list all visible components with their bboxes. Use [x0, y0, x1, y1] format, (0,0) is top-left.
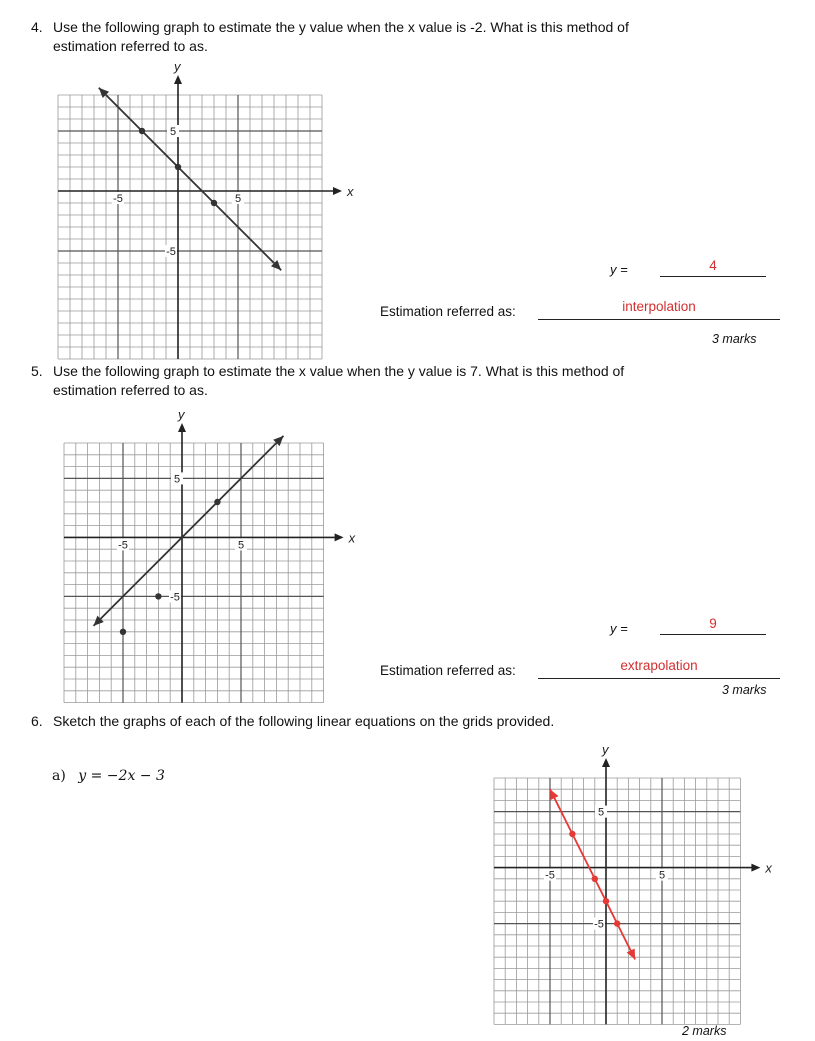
y-axis-label: y	[602, 742, 609, 757]
tick-label-x-pos: 5	[658, 869, 666, 882]
data-point	[592, 876, 598, 882]
series-line	[550, 789, 635, 959]
estimation-answer-line	[538, 658, 780, 679]
tick-label-y-neg: -5	[166, 246, 176, 258]
question-6	[31, 712, 751, 734]
data-point	[214, 499, 220, 505]
part-a	[52, 768, 165, 784]
question-text-line: Use the following graph to estimate the y value when the x value is -2. What is this method of	[53, 19, 629, 35]
tick-label-x-pos: 5	[237, 539, 245, 552]
tick-label-y-pos: 5	[169, 126, 177, 138]
question-text-line: Use the following graph to estimate the x value when the y value is 7. What is this method of	[53, 363, 625, 379]
x-axis-arrow	[751, 864, 760, 872]
data-point	[211, 200, 217, 206]
marks: 3 marks	[712, 332, 757, 346]
data-point	[603, 898, 609, 904]
y-answer-line	[660, 616, 766, 635]
estimation-label: Estimation referred as:	[380, 663, 516, 678]
x-axis-arrow	[333, 187, 342, 195]
data-point	[120, 629, 126, 635]
y-axis-label: y	[178, 407, 185, 422]
estimation-answer-value: interpolation	[622, 299, 696, 314]
data-point	[155, 593, 161, 599]
y-answer-line	[660, 258, 766, 277]
data-point	[569, 831, 575, 837]
question-number: 6.	[31, 713, 43, 729]
part-a-label: a)	[52, 768, 66, 784]
series-line	[94, 436, 284, 626]
data-point	[175, 164, 181, 170]
question-4	[31, 18, 731, 58]
question-number: 5.	[31, 363, 43, 379]
tick-label-x-neg: -5	[545, 869, 555, 882]
question-text-line: estimation referred to as.	[53, 382, 208, 398]
estimation-answer-value: extrapolation	[620, 658, 698, 673]
y-axis-arrow	[602, 758, 610, 767]
question-text	[53, 362, 713, 400]
question-text	[53, 18, 713, 56]
tick-label-x-neg: -5	[118, 539, 128, 552]
y-axis-arrow	[178, 423, 186, 432]
tick-label-x-pos: 5	[234, 193, 242, 205]
question-5	[31, 362, 731, 402]
marks: 3 marks	[722, 683, 767, 697]
tick-label-y-neg: -5	[594, 918, 604, 931]
question-number: 4.	[31, 19, 43, 35]
question-text: Sketch the graphs of each of the following linear equations on the grids provided.	[53, 713, 555, 729]
tick-label-y-pos: 5	[597, 806, 605, 819]
y-answer-value: 4	[709, 258, 717, 273]
graph-q4	[40, 59, 354, 340]
x-axis-arrow	[335, 533, 344, 541]
tick-label-x-neg: -5	[113, 193, 123, 205]
y-axis-label: y	[174, 59, 181, 74]
question-text-line: estimation referred to as.	[53, 38, 208, 54]
graph-q6a	[486, 738, 786, 1023]
part-a-equation: y = −2x − 3	[78, 768, 165, 784]
x-axis-label: x	[347, 184, 354, 199]
tick-label-y-pos: 5	[173, 473, 181, 486]
tick-label-y-neg: -5	[170, 591, 180, 604]
y-equals-label: y =	[610, 262, 628, 277]
estimation-answer-line	[538, 299, 780, 320]
marks: 2 marks	[682, 1024, 727, 1038]
estimation-label: Estimation referred as:	[380, 304, 516, 319]
y-equals-label: y =	[610, 621, 628, 636]
data-point	[139, 128, 145, 134]
y-axis-arrow	[174, 75, 182, 84]
x-axis-label: x	[348, 530, 356, 546]
data-point	[614, 920, 620, 926]
x-axis-label: x	[765, 860, 772, 876]
graph-q5	[46, 407, 356, 695]
y-answer-value: 9	[709, 616, 717, 631]
